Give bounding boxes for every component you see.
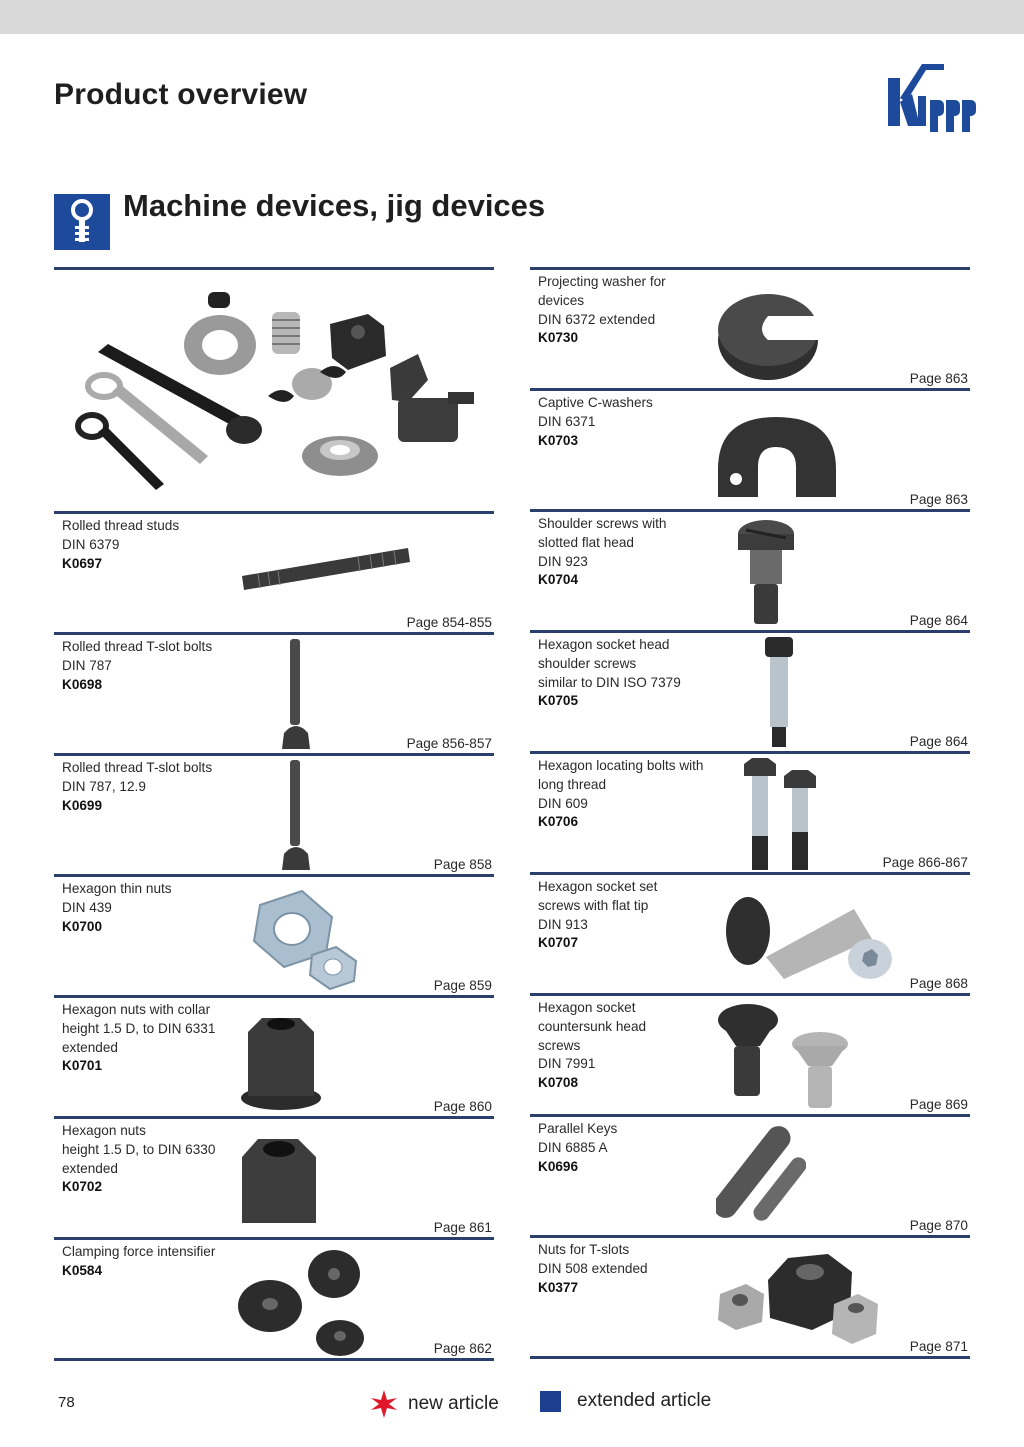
product-code: K0696: [538, 1158, 579, 1174]
product-code: K0584: [62, 1262, 103, 1278]
page-title: Product overview: [54, 78, 308, 111]
product-code: K0707: [538, 935, 579, 951]
product-k0701[interactable]: Hexagon nuts with collar height 1.5 D, to DIN 6331 extended K0701 Page 860: [54, 998, 494, 1119]
product-code: K0708: [538, 1075, 579, 1091]
collar-nut-image: [238, 1012, 324, 1112]
product-k0697[interactable]: Rolled thread studs DIN 6379 K0697 Page 854-855: [54, 514, 494, 635]
page-reference: Page 863: [909, 492, 968, 507]
section-title: Machine devices, jig devices: [123, 188, 546, 223]
product-code: K0698: [62, 676, 103, 692]
page-reference: Page 858: [433, 857, 492, 872]
right-column: [530, 267, 970, 1359]
product-k0704[interactable]: Shoulder screws with slotted flat head DIN 923 K0704 Page 864: [530, 512, 970, 633]
kipp-logo: [886, 62, 978, 132]
product-k0707[interactable]: Hexagon socket set screws with flat tip DIN 913 K0707 Page 868: [530, 875, 970, 996]
page-reference: Page 862: [433, 1341, 492, 1356]
product-code: K0699: [62, 797, 103, 813]
thread-stud-image: [238, 534, 414, 594]
product-k0698[interactable]: Rolled thread T-slot bolts DIN 787 K0698 Page 856-857: [54, 635, 494, 756]
hero-image-cell: [54, 270, 494, 514]
page-reference: Page 860: [433, 1099, 492, 1114]
product-k0706[interactable]: Hexagon locating bolts with long thread DIN 609 K0706 Page 866-867: [530, 754, 970, 875]
page-reference: Page 868: [909, 976, 968, 991]
product-code: K0705: [538, 693, 579, 709]
projecting-washer-image: [716, 284, 826, 384]
product-code: K0697: [62, 555, 103, 571]
product-k0705[interactable]: Hexagon socket head shoulder screws similar to DIN ISO 7379 K0705 Page 864: [530, 633, 970, 754]
page-reference: Page 859: [433, 978, 492, 993]
product-k0700[interactable]: Hexagon thin nuts DIN 439 K0700 Page 859: [54, 877, 494, 998]
product-k0696[interactable]: Parallel Keys DIN 6885 A K0696 Page 870: [530, 1117, 970, 1238]
product-code: K0703: [538, 432, 579, 448]
page-reference: Page 854-855: [406, 615, 492, 630]
c-washer-image: [716, 413, 838, 499]
left-column: [54, 267, 494, 1361]
red-star-icon: [370, 1390, 398, 1418]
product-code: K0706: [538, 814, 579, 830]
parallel-key-image: [716, 1121, 806, 1231]
page-reference: Page 856-857: [406, 736, 492, 751]
product-k0377[interactable]: Nuts for T-slots DIN 508 extended K0377 Page 871: [530, 1238, 970, 1359]
page-reference: Page 871: [909, 1339, 968, 1354]
product-code: K0730: [538, 330, 579, 346]
page-reference: Page 861: [433, 1220, 492, 1235]
machine-devices-collage-image: [68, 280, 488, 500]
page-reference: Page 864: [909, 734, 968, 749]
product-k0708[interactable]: Hexagon socket countersunk head screws DIN 7991 K0708 Page 869: [530, 996, 970, 1117]
top-bar: [0, 0, 1024, 34]
force-intensifier-image: [238, 1244, 368, 1358]
blue-square-icon: [540, 1391, 561, 1412]
countersunk-screw-image: [716, 1002, 852, 1110]
product-k0703[interactable]: Captive C-washers DIN 6371 K0703 Page 863: [530, 391, 970, 512]
page-reference: Page 870: [909, 1218, 968, 1233]
t-slot-bolt-image: [276, 758, 316, 874]
set-screw-image: [724, 887, 894, 983]
page-reference: Page 863: [909, 371, 968, 386]
product-k0730[interactable]: Projecting washer for devices DIN 6372 extended K0730 Page 863: [530, 270, 970, 391]
hex-thin-nut-image: [240, 887, 364, 991]
clamping-bolt-icon: [54, 194, 110, 250]
product-code: K0702: [62, 1179, 103, 1195]
legend-extended-article: [540, 1390, 711, 1412]
legend-new-article: [370, 1390, 499, 1418]
product-code: K0704: [538, 572, 579, 588]
socket-shoulder-screw-image: [764, 637, 794, 749]
legend-extended-label: extended article: [577, 1390, 712, 1411]
page-reference: Page 866-867: [882, 855, 968, 870]
product-k0702[interactable]: Hexagon nuts height 1.5 D, to DIN 6330 extended K0702 Page 861: [54, 1119, 494, 1240]
product-code: K0377: [538, 1279, 579, 1295]
shoulder-screw-image: [736, 516, 796, 628]
page-reference: Page 869: [909, 1097, 968, 1112]
t-slot-nut-image: [716, 1246, 890, 1350]
t-slot-bolt-image: [276, 637, 316, 753]
product-code: K0701: [62, 1058, 103, 1074]
hex-nut-image: [236, 1133, 322, 1233]
product-k0699[interactable]: Rolled thread T-slot bolts DIN 787, 12.9 K0699 Page 858: [54, 756, 494, 877]
product-code: K0700: [62, 918, 103, 934]
product-k0584[interactable]: Clamping force intensifier K0584 Page 862: [54, 1240, 494, 1361]
locating-bolt-image: [742, 758, 822, 872]
page-number: 78: [58, 1394, 75, 1411]
page-reference: Page 864: [909, 613, 968, 628]
legend-new-label: new article: [408, 1393, 499, 1414]
